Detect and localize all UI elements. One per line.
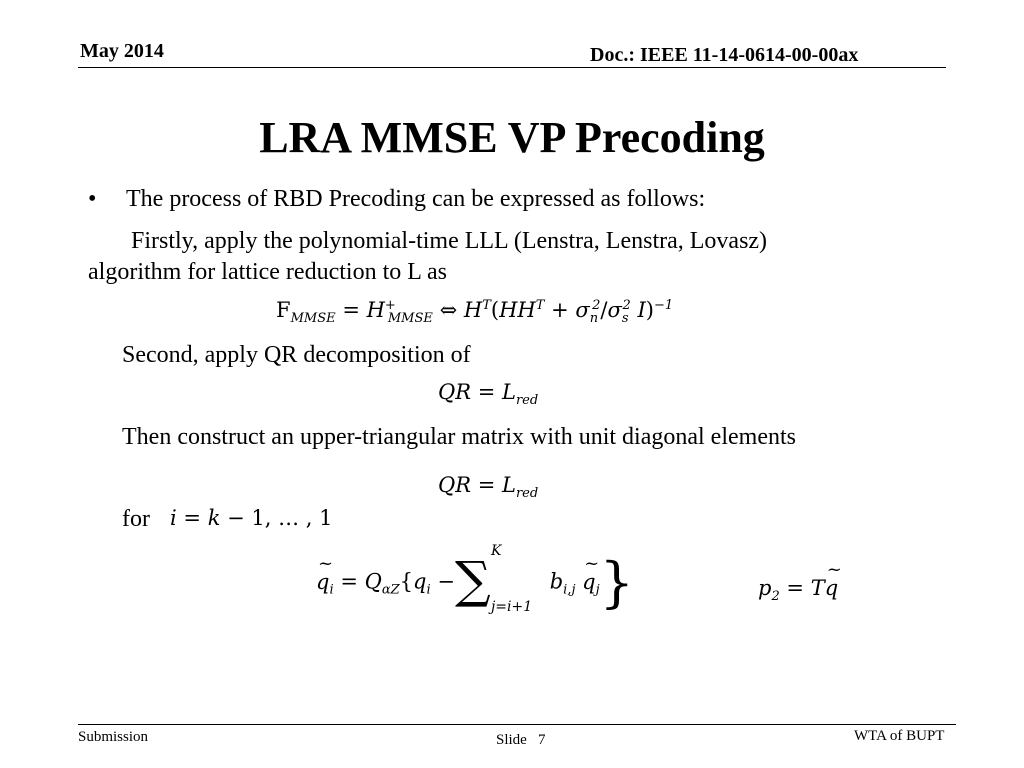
paragraph-firstly-line2: algorithm for lattice reduction to L as xyxy=(88,259,447,285)
equation-loop-range: i = k − 1, … , 1 xyxy=(170,506,333,530)
equation-qr-2: QR = $L_{red}$ xyxy=(438,473,539,502)
bullet-marker: • xyxy=(88,186,97,212)
footer-org: WTA of BUPT xyxy=(854,728,945,744)
paragraph-second: Second, apply QR decomposition of xyxy=(122,342,471,368)
equation-p2: $p_2$ = T~ q xyxy=(758,576,838,604)
footer-slide-label: Slide xyxy=(496,732,527,748)
equation-f-mmse: $F_{MMSE} = H^+_{MMSE}$ ⇔ $H^T(HH^T + \sigma_n^2/\sigma_s^2$ I)$^{-1}$ xyxy=(276,298,674,327)
paragraph-firstly-line1: Firstly, apply the polynomial-time LLL (Lenstra, Lenstra, Lovasz) xyxy=(131,228,768,254)
paragraph-for: for xyxy=(122,506,150,532)
bullet-text: The process of RBD Precoding can be expressed as follows: xyxy=(126,186,706,212)
equation-qr-1: QR = $L_{red}$ xyxy=(438,380,539,409)
header-doc-id: Doc.: IEEE 11-14-0614-00-00ax xyxy=(590,44,859,66)
footer-rule xyxy=(78,724,956,725)
footer-submission: Submission xyxy=(78,729,149,745)
equation-q-tilde: ~ $q_i = Q_{\alpha Z}\{q_i$ − ∑ K j=i+1 $b_{i,j}$ ~ $q_j$} xyxy=(316,556,634,610)
header-date: May 2014 xyxy=(80,40,164,62)
paragraph-then: Then construct an upper-triangular matrix with unit diagonal elements xyxy=(122,424,796,450)
slide-title: LRA MMSE VP Precoding xyxy=(259,113,765,162)
footer-slide-number: 7 xyxy=(538,732,546,748)
header-rule xyxy=(78,67,946,68)
